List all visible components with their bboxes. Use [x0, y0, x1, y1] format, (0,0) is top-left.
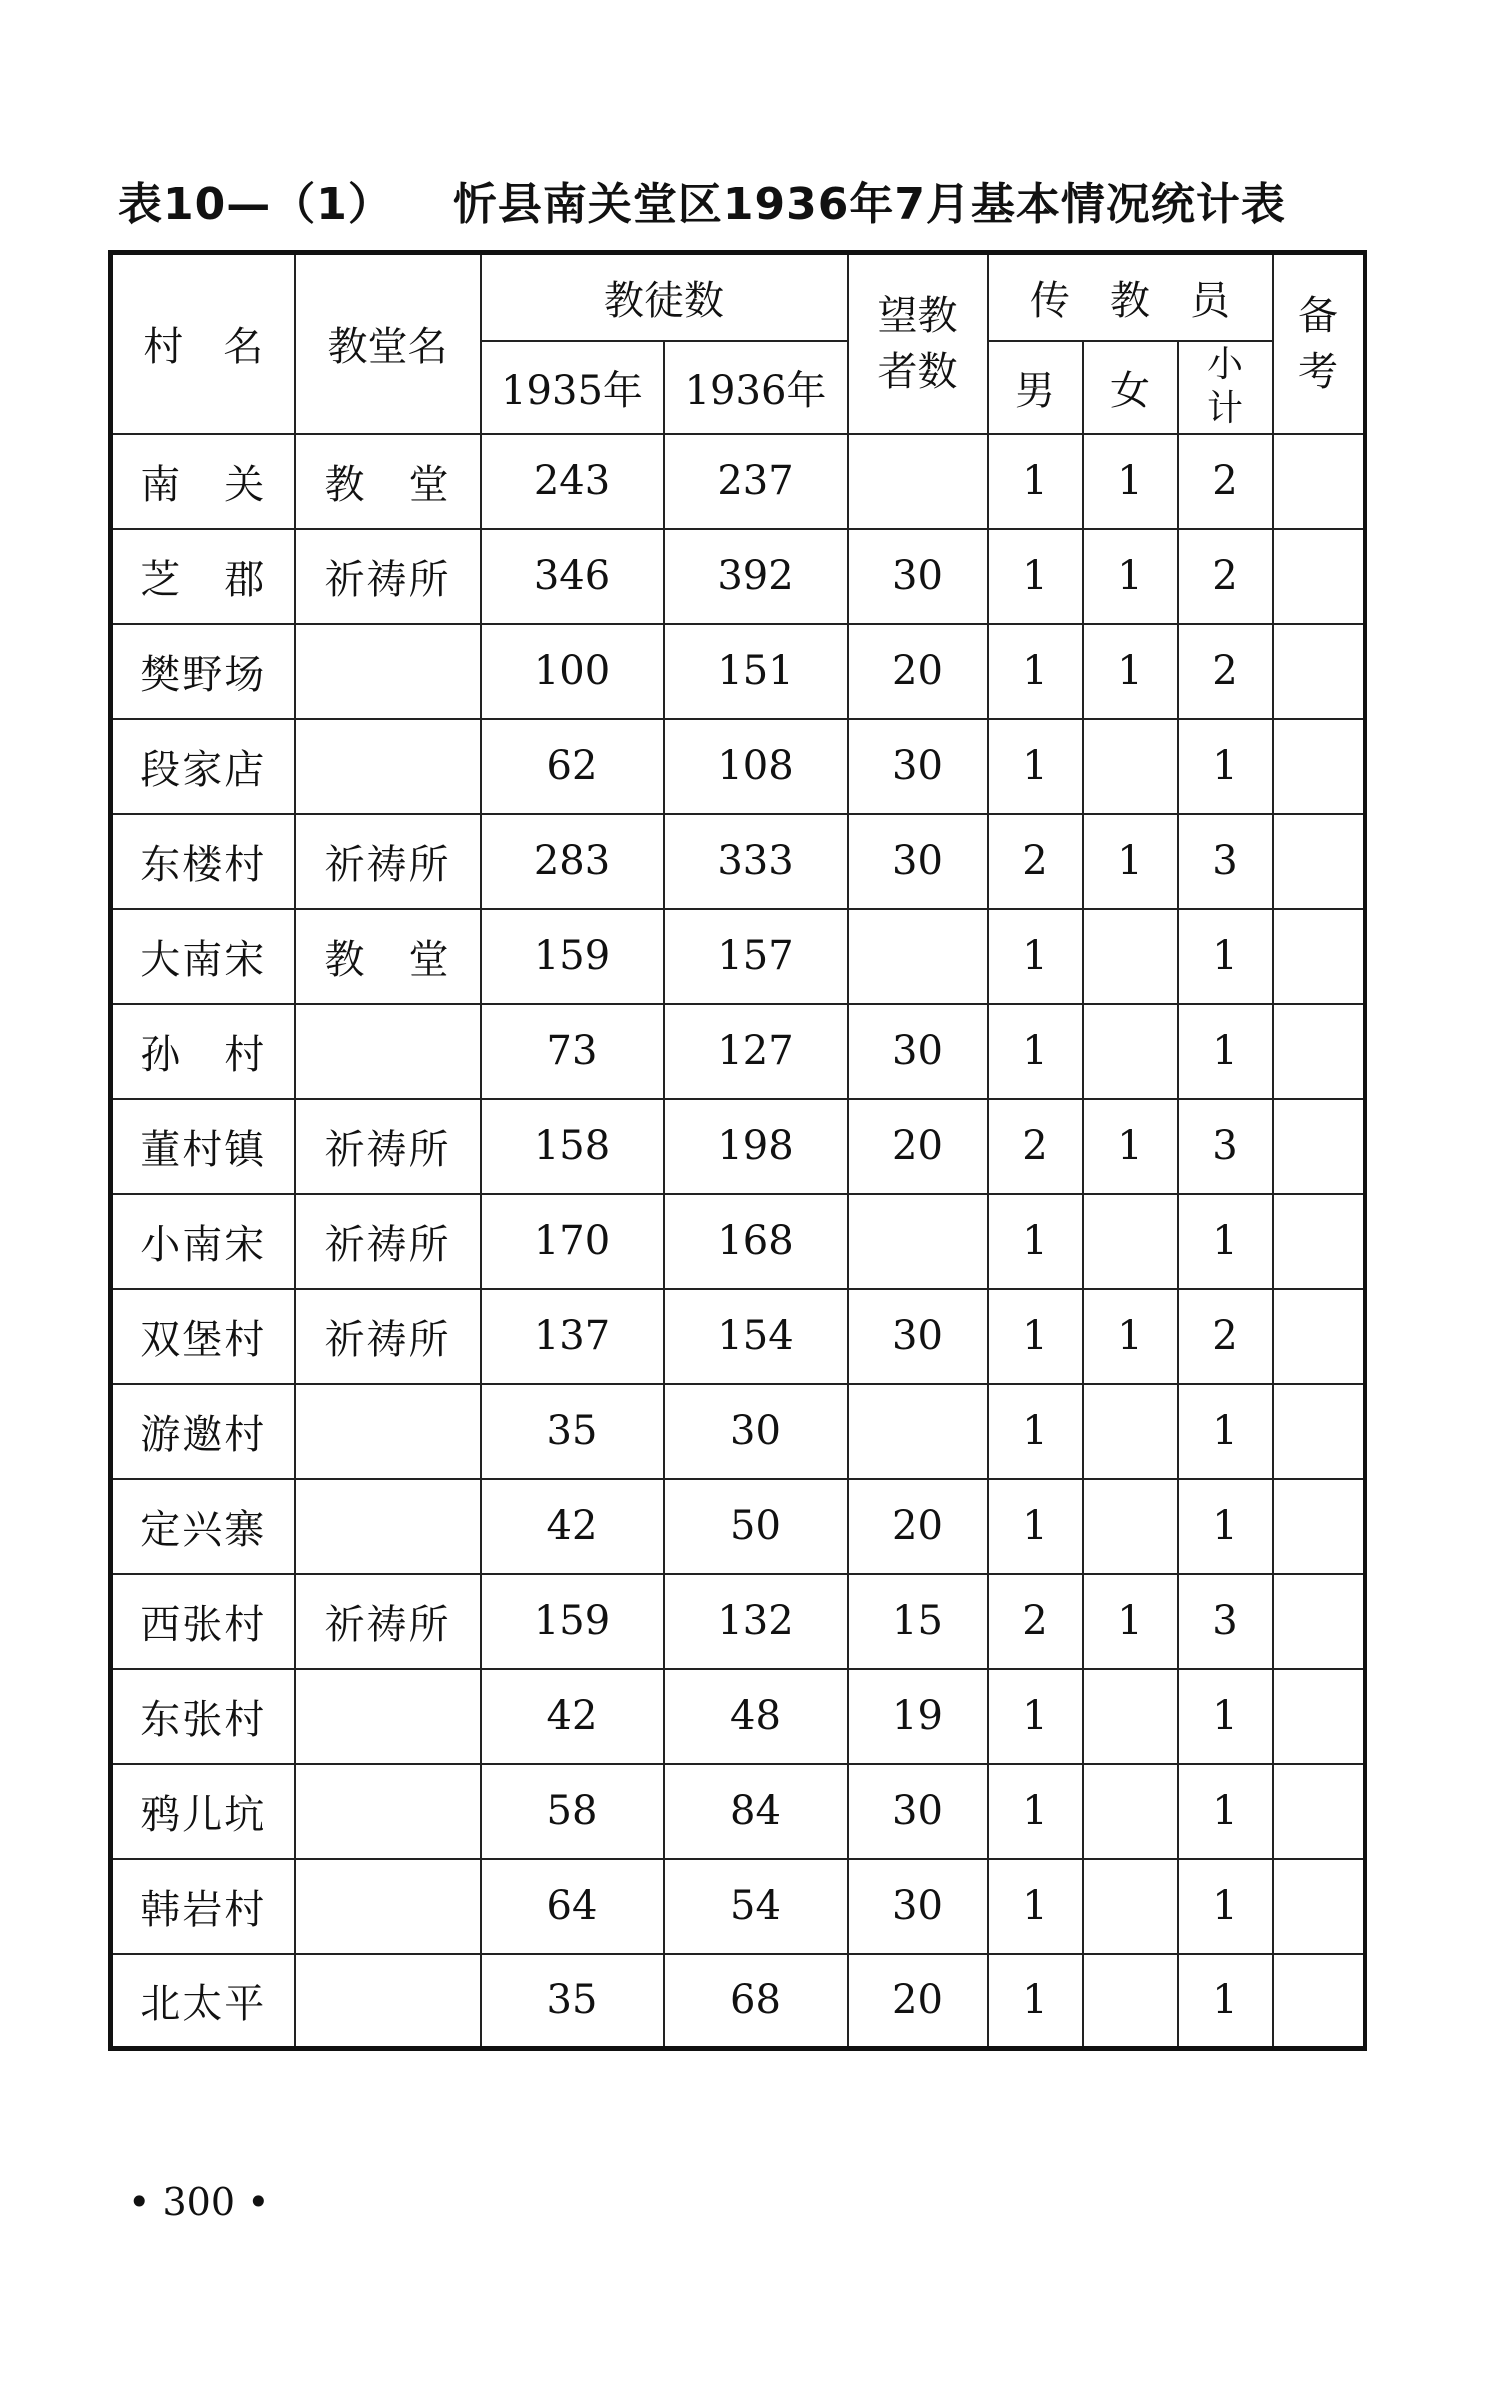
cell-village: 大南宋	[111, 909, 295, 1004]
cell-remarks	[1273, 814, 1365, 909]
cell-church: 教 堂	[295, 909, 481, 1004]
cell-y1935: 64	[481, 1859, 664, 1954]
cell-male: 1	[988, 1004, 1083, 1099]
cell-female	[1083, 1859, 1178, 1954]
cell-y1935: 62	[481, 719, 664, 814]
cell-y1935: 58	[481, 1764, 664, 1859]
cell-catechumen: 30	[848, 1004, 988, 1099]
cell-remarks	[1273, 1004, 1365, 1099]
cell-remarks	[1273, 719, 1365, 814]
cell-subtotal: 1	[1178, 1194, 1273, 1289]
cell-remarks	[1273, 1194, 1365, 1289]
cell-catechumen: 19	[848, 1669, 988, 1764]
cell-female: 1	[1083, 1289, 1178, 1384]
table-row	[111, 1194, 1365, 1289]
cell-remarks	[1273, 1384, 1365, 1479]
header-church: 教堂名	[295, 253, 481, 434]
header-male: 男	[988, 341, 1083, 434]
cell-subtotal: 1	[1178, 1479, 1273, 1574]
cell-catechumen: 30	[848, 529, 988, 624]
cell-remarks	[1273, 909, 1365, 1004]
cell-remarks	[1273, 529, 1365, 624]
header-subtotal	[1178, 341, 1273, 434]
page-number: • 300 •	[128, 2180, 270, 2224]
table-row	[111, 1859, 1365, 1954]
table-row	[111, 434, 1365, 529]
cell-church: 祈祷所	[295, 1574, 481, 1669]
cell-village: 芝 郡	[111, 529, 295, 624]
cell-church	[295, 1384, 481, 1479]
cell-village: 东张村	[111, 1669, 295, 1764]
cell-y1936: 392	[664, 529, 848, 624]
cell-y1936: 127	[664, 1004, 848, 1099]
cell-male: 1	[988, 434, 1083, 529]
cell-remarks	[1273, 1954, 1365, 2049]
cell-village: 西张村	[111, 1574, 295, 1669]
cell-remarks	[1273, 1099, 1365, 1194]
table-row	[111, 909, 1365, 1004]
cell-y1936: 68	[664, 1954, 848, 2049]
cell-church: 祈祷所	[295, 1099, 481, 1194]
cell-y1936: 151	[664, 624, 848, 719]
cell-church	[295, 1669, 481, 1764]
cell-male: 1	[988, 1954, 1083, 2049]
cell-church	[295, 1954, 481, 2049]
cell-church: 祈祷所	[295, 814, 481, 909]
header-village: 村 名	[111, 253, 295, 434]
cell-y1935: 100	[481, 624, 664, 719]
cell-y1935: 137	[481, 1289, 664, 1384]
cell-y1936: 157	[664, 909, 848, 1004]
header-remarks	[1273, 253, 1365, 434]
header-believers: 教徒数	[481, 253, 848, 341]
table-body	[111, 434, 1365, 2049]
cell-subtotal: 1	[1178, 1669, 1273, 1764]
cell-village: 小南宋	[111, 1194, 295, 1289]
header-remarks-bottom: 考	[1298, 348, 1339, 395]
cell-male: 1	[988, 909, 1083, 1004]
cell-female	[1083, 1954, 1178, 2049]
cell-male: 1	[988, 1194, 1083, 1289]
cell-village: 东楼村	[111, 814, 295, 909]
cell-church	[295, 1764, 481, 1859]
cell-female: 1	[1083, 1099, 1178, 1194]
cell-catechumen: 30	[848, 1764, 988, 1859]
cell-catechumen: 20	[848, 1099, 988, 1194]
cell-y1936: 168	[664, 1194, 848, 1289]
table-row	[111, 529, 1365, 624]
cell-remarks	[1273, 1289, 1365, 1384]
table-row	[111, 1954, 1365, 2049]
cell-subtotal: 1	[1178, 719, 1273, 814]
cell-y1936: 50	[664, 1479, 848, 1574]
table-number: 表10—（1）	[118, 179, 393, 230]
cell-female	[1083, 1384, 1178, 1479]
cell-church	[295, 1859, 481, 1954]
cell-subtotal: 3	[1178, 814, 1273, 909]
statistics-table	[108, 250, 1367, 2051]
cell-catechumen: 30	[848, 1289, 988, 1384]
header-catechumens-bottom: 者数	[877, 348, 958, 395]
table-row	[111, 1099, 1365, 1194]
cell-y1936: 333	[664, 814, 848, 909]
cell-female	[1083, 909, 1178, 1004]
cell-y1935: 170	[481, 1194, 664, 1289]
table-title-text: 忻县南关堂区1936年7月基本情况统计表	[452, 179, 1286, 230]
table-row	[111, 1289, 1365, 1384]
cell-remarks	[1273, 1574, 1365, 1669]
cell-male: 1	[988, 1384, 1083, 1479]
cell-y1936: 237	[664, 434, 848, 529]
cell-female	[1083, 1669, 1178, 1764]
cell-y1935: 42	[481, 1479, 664, 1574]
cell-catechumen: 20	[848, 624, 988, 719]
cell-y1936: 154	[664, 1289, 848, 1384]
cell-church: 教 堂	[295, 434, 481, 529]
cell-remarks	[1273, 434, 1365, 529]
cell-church: 祈祷所	[295, 1289, 481, 1384]
cell-catechumen	[848, 1194, 988, 1289]
cell-village: 樊野场	[111, 624, 295, 719]
cell-female	[1083, 1479, 1178, 1574]
cell-subtotal: 2	[1178, 624, 1273, 719]
cell-catechumen: 30	[848, 814, 988, 909]
header-catechumens	[848, 253, 988, 434]
cell-church	[295, 1479, 481, 1574]
cell-subtotal: 2	[1178, 1289, 1273, 1384]
cell-village: 定兴寨	[111, 1479, 295, 1574]
cell-village: 北太平	[111, 1954, 295, 2049]
cell-male: 1	[988, 624, 1083, 719]
cell-female: 1	[1083, 624, 1178, 719]
table-row	[111, 1764, 1365, 1859]
cell-female: 1	[1083, 814, 1178, 909]
cell-y1935: 158	[481, 1099, 664, 1194]
cell-subtotal: 3	[1178, 1099, 1273, 1194]
cell-catechumen: 30	[848, 1859, 988, 1954]
cell-female: 1	[1083, 1574, 1178, 1669]
cell-female	[1083, 1004, 1178, 1099]
cell-y1936: 108	[664, 719, 848, 814]
cell-subtotal: 3	[1178, 1574, 1273, 1669]
cell-female	[1083, 719, 1178, 814]
cell-y1935: 243	[481, 434, 664, 529]
cell-village: 董村镇	[111, 1099, 295, 1194]
cell-subtotal: 1	[1178, 1954, 1273, 2049]
cell-catechumen	[848, 909, 988, 1004]
cell-village: 鸦儿坑	[111, 1764, 295, 1859]
cell-church: 祈祷所	[295, 1194, 481, 1289]
cell-catechumen	[848, 1384, 988, 1479]
cell-male: 2	[988, 1574, 1083, 1669]
cell-female: 1	[1083, 434, 1178, 529]
table-row	[111, 1384, 1365, 1479]
cell-y1936: 84	[664, 1764, 848, 1859]
cell-catechumen: 30	[848, 719, 988, 814]
cell-catechumen: 20	[848, 1954, 988, 2049]
cell-y1935: 283	[481, 814, 664, 909]
cell-village: 双堡村	[111, 1289, 295, 1384]
header-subtotal-bottom: 计	[1207, 388, 1244, 429]
cell-y1936: 54	[664, 1859, 848, 1954]
cell-village: 韩岩村	[111, 1859, 295, 1954]
cell-remarks	[1273, 1859, 1365, 1954]
cell-subtotal: 1	[1178, 1384, 1273, 1479]
cell-y1935: 159	[481, 1574, 664, 1669]
cell-male: 1	[988, 719, 1083, 814]
cell-church	[295, 719, 481, 814]
cell-male: 1	[988, 1669, 1083, 1764]
cell-church: 祈祷所	[295, 529, 481, 624]
cell-catechumen: 20	[848, 1479, 988, 1574]
cell-subtotal: 1	[1178, 909, 1273, 1004]
cell-village: 孙 村	[111, 1004, 295, 1099]
cell-male: 1	[988, 1859, 1083, 1954]
cell-remarks	[1273, 1764, 1365, 1859]
cell-subtotal: 1	[1178, 1764, 1273, 1859]
cell-y1935: 42	[481, 1669, 664, 1764]
cell-remarks	[1273, 624, 1365, 719]
table-row	[111, 624, 1365, 719]
table-row	[111, 1004, 1365, 1099]
cell-catechumen: 15	[848, 1574, 988, 1669]
cell-y1935: 73	[481, 1004, 664, 1099]
table-title	[118, 168, 1318, 232]
table-row	[111, 814, 1365, 909]
cell-remarks	[1273, 1479, 1365, 1574]
cell-village: 南 关	[111, 434, 295, 529]
cell-remarks	[1273, 1669, 1365, 1764]
cell-male: 1	[988, 1764, 1083, 1859]
table-row	[111, 719, 1365, 814]
table-row	[111, 1574, 1365, 1669]
cell-male: 1	[988, 1289, 1083, 1384]
cell-subtotal: 2	[1178, 529, 1273, 624]
cell-female	[1083, 1764, 1178, 1859]
header-1936: 1936年	[664, 341, 848, 434]
cell-y1936: 30	[664, 1384, 848, 1479]
header-1935: 1935年	[481, 341, 664, 434]
table-row	[111, 1479, 1365, 1574]
cell-male: 2	[988, 814, 1083, 909]
cell-y1935: 159	[481, 909, 664, 1004]
table-row	[111, 1669, 1365, 1764]
cell-village: 段家店	[111, 719, 295, 814]
cell-catechumen	[848, 434, 988, 529]
cell-village: 游邀村	[111, 1384, 295, 1479]
cell-male: 2	[988, 1099, 1083, 1194]
cell-y1935: 346	[481, 529, 664, 624]
cell-y1935: 35	[481, 1954, 664, 2049]
cell-subtotal: 1	[1178, 1004, 1273, 1099]
header-subtotal-top: 小	[1207, 344, 1244, 385]
cell-y1936: 132	[664, 1574, 848, 1669]
cell-church	[295, 1004, 481, 1099]
header-remarks-top: 备	[1298, 292, 1339, 339]
cell-subtotal: 1	[1178, 1859, 1273, 1954]
header-catechumens-top: 望教	[877, 292, 958, 339]
cell-female: 1	[1083, 529, 1178, 624]
cell-y1936: 48	[664, 1669, 848, 1764]
cell-female	[1083, 1194, 1178, 1289]
cell-male: 1	[988, 1479, 1083, 1574]
cell-y1935: 35	[481, 1384, 664, 1479]
header-missionaries: 传 教 员	[988, 253, 1273, 341]
cell-y1936: 198	[664, 1099, 848, 1194]
cell-church	[295, 624, 481, 719]
header-female: 女	[1083, 341, 1178, 434]
cell-male: 1	[988, 529, 1083, 624]
cell-subtotal: 2	[1178, 434, 1273, 529]
